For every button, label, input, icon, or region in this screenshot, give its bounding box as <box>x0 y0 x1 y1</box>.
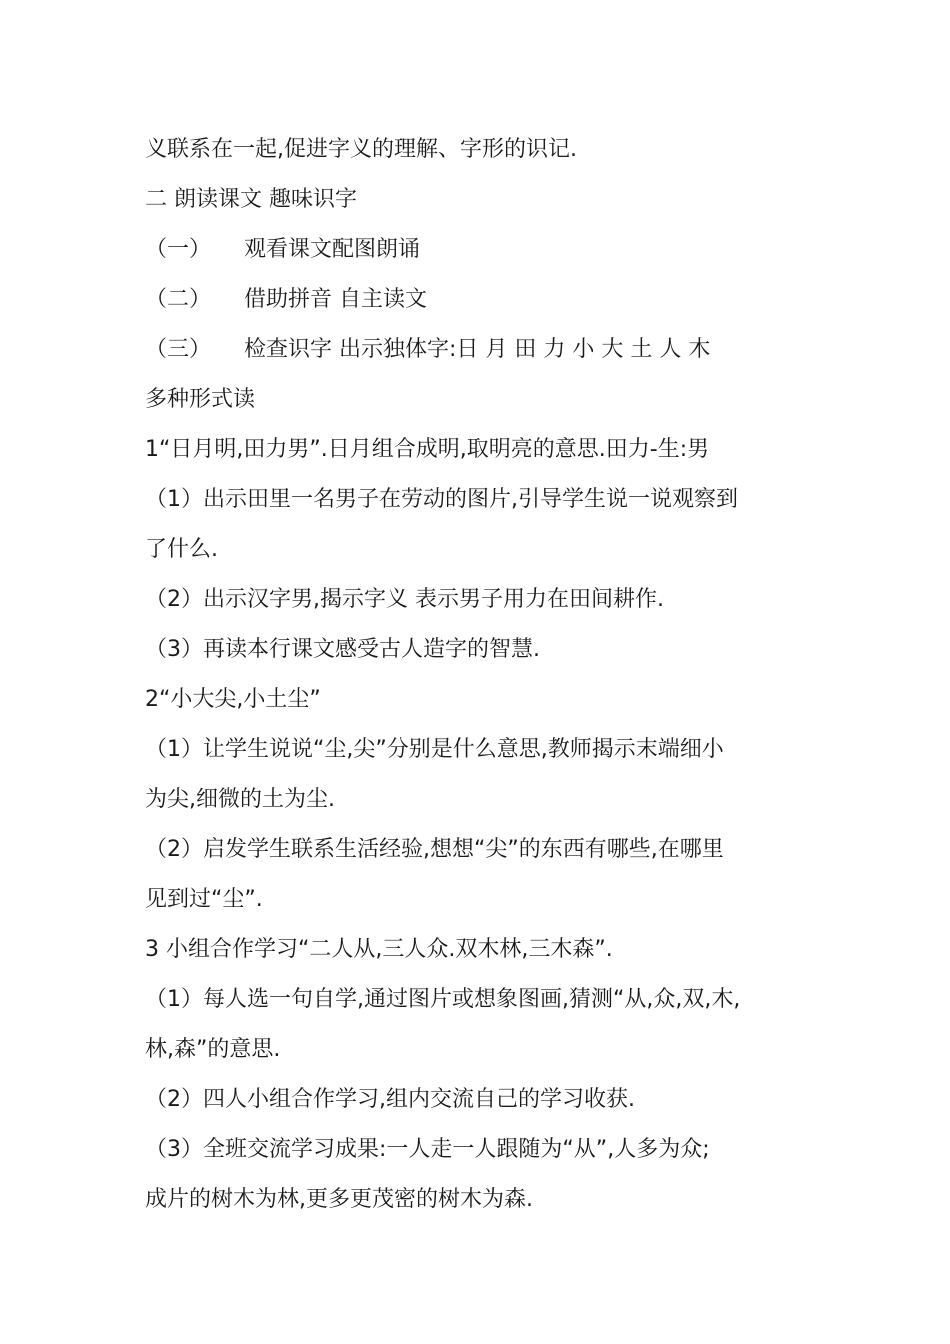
paragraph-line: 了什么. <box>145 537 218 562</box>
paragraph-line: 1“日月明,田力男”.日月组合成明,取明亮的意思.田力-生:男 <box>145 437 710 462</box>
paragraph-line: （1）出示田里一名男子在劳动的图片,引导学生说一说观察到 <box>145 487 738 512</box>
paragraph-line: 见到过“尘”. <box>145 887 263 912</box>
paragraph-line: 2“小大尖,小土尘” <box>145 687 321 712</box>
list-item <box>145 336 710 364</box>
paragraph-line: （2）出示汉字男,揭示字义 表示男子用力在田间耕作. <box>145 587 664 612</box>
paragraph-line: （2）四人小组合作学习,组内交流自己的学习收获. <box>145 1087 635 1112</box>
paragraph-line: （2）启发学生联系生活经验,想想“尖”的东西有哪些,在哪里 <box>145 837 724 862</box>
list-item <box>145 286 427 314</box>
paragraph-line: 义联系在一起,促进字义的理解、字形的识记. <box>145 137 577 162</box>
paragraph-line: 成片的树木为林,更多更茂密的树木为森. <box>145 1187 533 1212</box>
list-item <box>145 236 420 264</box>
paragraph-line: 3 小组合作学习“二人从,三人众.双木林,三木森”. <box>145 937 613 962</box>
paragraph-line: （3）再读本行课文感受古人造字的智慧. <box>145 637 540 662</box>
list-item-text: 检查识字 出示独体字:日 月 田 力 小 大 土 人 木 <box>244 337 711 362</box>
list-item-number: （一） <box>145 237 212 262</box>
paragraph-line: 为尖,细微的土为尘. <box>145 787 335 812</box>
paragraph-line: （1）让学生说说“尘,尖”分别是什么意思,教师揭示末端细小 <box>145 737 724 762</box>
list-item-number: （二） <box>145 287 212 312</box>
list-item-text: 观看课文配图朗诵 <box>244 237 421 262</box>
paragraph-line: 多种形式读 <box>145 387 256 412</box>
paragraph-line: （1）每人选一句自学,通过图片或想象图画,猜测“从,众,双,木, <box>145 987 741 1012</box>
list-item-text: 借助拼音 自主读文 <box>244 287 427 312</box>
list-item-number: （三） <box>145 337 212 362</box>
section-heading: 二 朗读课文 趣味识字 <box>145 187 357 212</box>
paragraph-line: （3）全班交流学习成果:一人走一人跟随为“从”,人多为众; <box>145 1137 710 1162</box>
paragraph-line: 林,森”的意思. <box>145 1037 281 1062</box>
